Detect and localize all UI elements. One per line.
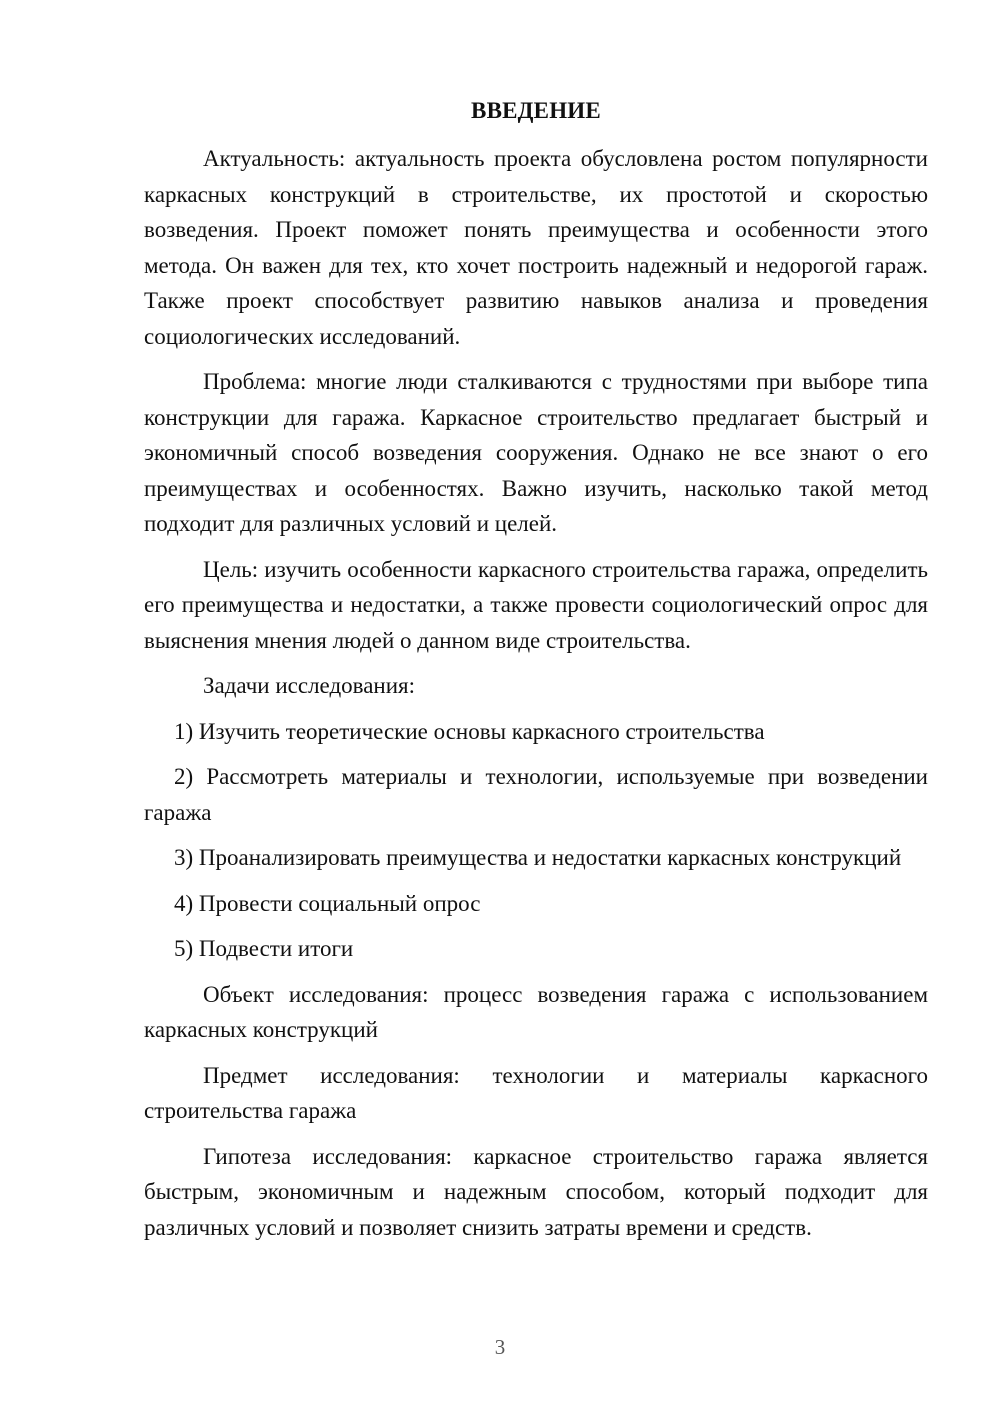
page-number: 3 (494, 1335, 506, 1359)
paragraph-problem: Проблема: многие люди сталкиваются с трудностями при выборе типа конструкции для гаража. Каркасное строительство предлагает быстрый и экономичный способ возведения сооружения. Однако не все знают о его преимуществах и особенностях. Важно изучить, насколько такой метод подходит для различных условий и целей. (144, 369, 928, 536)
task-item-3: 3) Проанализировать преимущества и недостатки каркасных конструкций (174, 845, 902, 870)
task-item-2: 2) Рассмотреть материалы и технологии, используемые при возведении гаража (144, 764, 928, 825)
paragraph-subject: Предмет исследования: технологии и материалы каркасного строительства гаража (144, 1062, 928, 1123)
paragraph-hypothesis: Гипотеза исследования: каркасное строительство гаража является быстрым, экономичным и надежным способом, который подходит для различных условий и позволяет снизить затраты времени и средств. (144, 1143, 928, 1240)
paragraph-object: Объект исследования: процесс возведения гаража с использованием каркасных конструкций (144, 981, 928, 1042)
paragraph-goal: Цель: изучить особенности каркасного строительства гаража, определить его преимущества и недостатки, а также провести социологический опрос для выяснения мнения людей о данном виде строительства. (144, 556, 928, 653)
tasks-heading: Задачи исследования: (203, 673, 416, 698)
task-item-5: 5) Подвести итоги (174, 936, 354, 961)
document-body (144, 95, 928, 1255)
task-item-4: 4) Провести социальный опрос (174, 890, 481, 916)
section-title: ВВЕДЕНИЕ (471, 98, 601, 123)
task-item-1: 1) Изучить теоретические основы каркасного строительства (174, 718, 765, 744)
paragraph-relevance: Актуальность: актуальность проекта обусловлена ростом популярности каркасных конструкций в строительстве, их простотой и скоростью возведения. Проект поможет понять преимущества и особенности этого метода. Он важен для тех, кто хочет построить надежный и недорогой гараж. Также проект способствует развитию навыков анализа и проведения социологических исследований. (144, 146, 928, 349)
